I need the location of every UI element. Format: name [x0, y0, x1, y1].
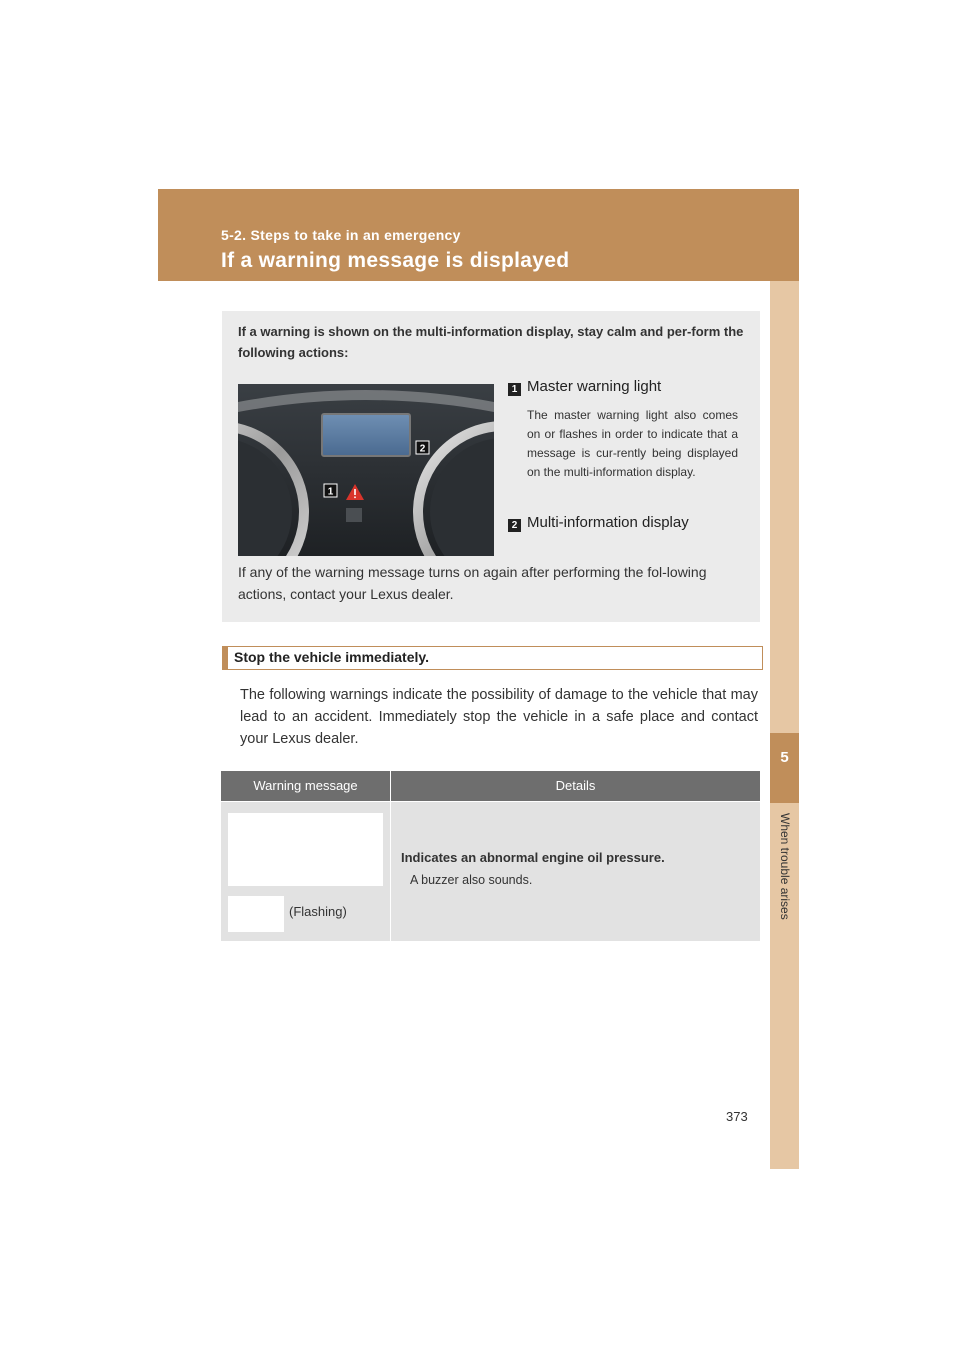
intro-text: If a warning is shown on the multi-information display, stay calm and per-form the following actions:	[238, 324, 744, 360]
callout-title: Multi-information display	[527, 514, 689, 531]
action-heading-text: Stop the vehicle immediately.	[234, 649, 430, 665]
svg-text:1: 1	[327, 486, 334, 498]
table-cell-warning-message	[221, 802, 390, 941]
chapter-marker	[770, 733, 799, 803]
callout-description: The master warning light also comes on or flashes in order to indicate that a message is cur-rently being displayed on the multi-information display.	[527, 408, 738, 479]
action-heading	[222, 646, 763, 670]
chapter-side-tab	[770, 281, 799, 1169]
callout-title: Master warning light	[527, 378, 662, 395]
warning-icon-image	[228, 896, 284, 932]
page-number: 373	[726, 1109, 748, 1124]
detail-subtext: A buzzer also sounds.	[410, 873, 533, 887]
warning-message-image	[228, 813, 383, 886]
detail-title: Indicates an abnormal engine oil pressure.	[401, 850, 665, 865]
instrument-cluster-image	[238, 384, 494, 556]
intro-footer: If any of the warning message turns on again after performing the fol-lowing actions, contact your Lexus dealer.	[238, 564, 707, 602]
page-title: If a warning message is displayed	[221, 249, 570, 272]
chapter-number: 5	[780, 749, 789, 766]
table-header-details: Details	[391, 771, 760, 801]
flash-label: (Flashing)	[289, 904, 347, 919]
callout-number: 1	[508, 383, 521, 396]
section-label: 5-2. Steps to take in an emergency	[221, 227, 461, 243]
intro-box	[222, 311, 760, 622]
header-band	[158, 189, 799, 281]
chapter-title: When trouble arises	[778, 813, 792, 920]
action-paragraph: The following warnings indicate the possibility of damage to the vehicle that may lead to an accident. Immediately stop the vehicle in a safe place and contact your Lexus dealer.	[240, 687, 758, 747]
table-cell-details	[391, 802, 760, 941]
table-header-warning-message: Warning message	[221, 771, 390, 801]
svg-text:2: 2	[419, 443, 426, 455]
warning-table	[221, 771, 760, 941]
callout-number: 2	[508, 519, 521, 532]
